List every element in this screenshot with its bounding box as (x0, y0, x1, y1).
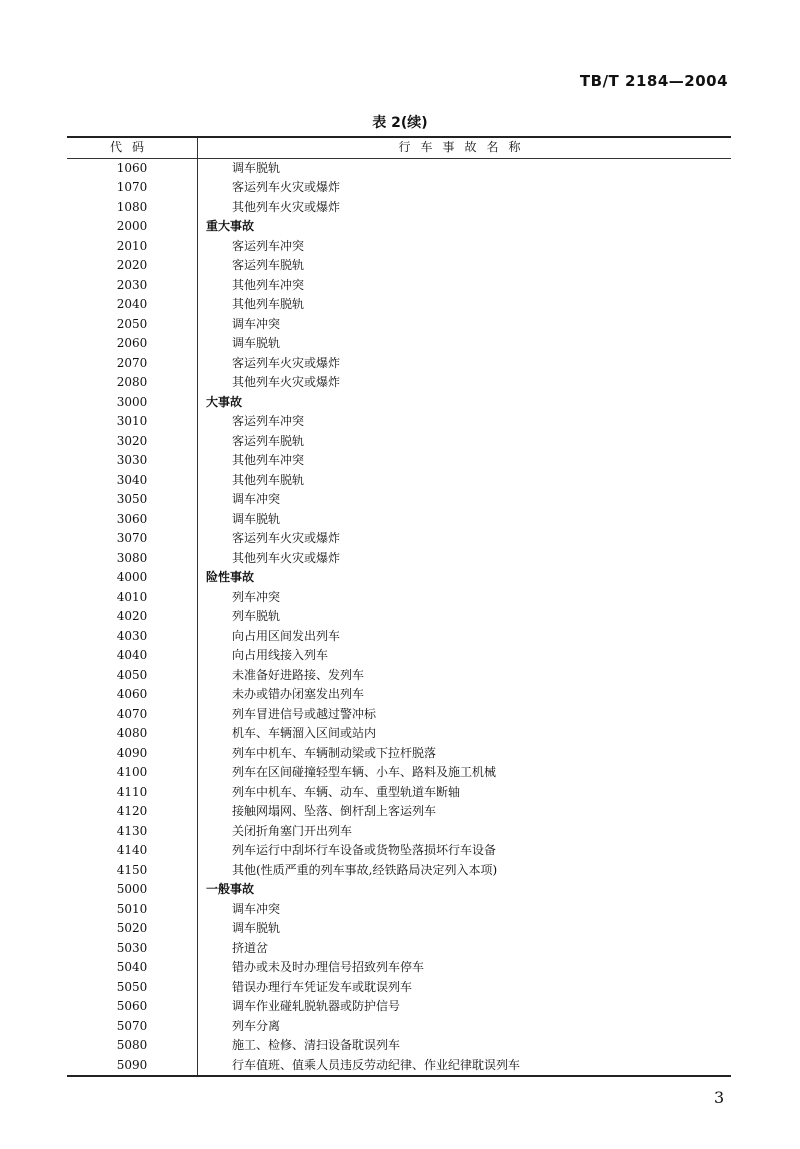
row-code: 4080 (67, 724, 198, 744)
row-name: 未办或错办闭塞发出列车 (232, 687, 365, 701)
row-name: 其他列车火灾或爆炸 (232, 550, 341, 565)
row-code: 5050 (67, 978, 198, 998)
row-code: 5040 (67, 958, 198, 978)
table-row (67, 198, 731, 218)
table-row (67, 666, 731, 686)
table-row (67, 315, 731, 335)
row-code: 4150 (67, 861, 198, 881)
row-code: 4110 (67, 783, 198, 803)
row-category-name: 重大事故 (206, 219, 255, 233)
table-row (67, 256, 731, 276)
table-caption: 表 2(续) (372, 115, 428, 131)
row-name: 客运列车冲突 (232, 414, 305, 428)
row-name: 其他列车火灾或爆炸 (232, 199, 341, 214)
row-code: 4130 (67, 822, 198, 842)
row-name: 客运列车脱轨 (232, 433, 305, 448)
row-name: 错办或未及时办理信号招致列车停车 (232, 960, 425, 974)
row-code: 5000 (67, 880, 198, 900)
row-code: 2060 (67, 334, 198, 354)
table-row (67, 1017, 731, 1037)
table-row (67, 783, 731, 803)
table-row (67, 334, 731, 354)
row-name: 列车冲突 (232, 589, 281, 604)
row-code: 2010 (67, 237, 198, 257)
table-row (67, 646, 731, 666)
row-code: 4030 (67, 627, 198, 647)
row-code: 5010 (67, 900, 198, 920)
row-code: 3030 (67, 451, 198, 471)
row-code: 5060 (67, 997, 198, 1017)
row-code: 2050 (67, 315, 198, 335)
row-code: 3010 (67, 412, 198, 432)
row-name: 挤道岔 (232, 940, 269, 955)
row-name: 机车、车辆溜入区间或站内 (232, 726, 377, 740)
row-name: 列车中机车、车辆、动车、重型轨道车断轴 (232, 784, 461, 799)
row-name: 其他(性质严重的列车事故,经铁路局决定列入本项) (232, 862, 498, 877)
row-code: 5020 (67, 919, 198, 939)
row-code: 4120 (67, 802, 198, 822)
table-row (67, 529, 731, 549)
table-row (67, 354, 731, 374)
row-category-name: 险性事故 (206, 570, 255, 584)
table-row (67, 276, 731, 296)
table-row (67, 900, 731, 920)
row-code: 2000 (67, 217, 198, 237)
table-row (67, 178, 731, 198)
table-row (67, 822, 731, 842)
row-code: 1060 (67, 158, 198, 178)
row-name: 未准备好进路接、发列车 (232, 667, 365, 682)
row-code: 3060 (67, 510, 198, 530)
row-name: 调车脱轨 (232, 921, 281, 935)
row-name: 向占用区间发出列车 (232, 628, 341, 643)
table-row (67, 919, 731, 939)
row-name: 向占用线接入列车 (232, 648, 329, 662)
table-row (67, 627, 731, 647)
row-name: 调车冲突 (232, 901, 281, 916)
table-row (67, 685, 731, 705)
row-name: 错误办理行车凭证发车或耽误列车 (232, 979, 413, 994)
row-code: 2020 (67, 256, 198, 276)
row-name: 调车冲突 (232, 316, 281, 331)
row-name: 客运列车冲突 (232, 238, 305, 253)
row-code: 5090 (67, 1056, 198, 1077)
table-row (67, 373, 731, 393)
row-code: 3050 (67, 490, 198, 510)
row-name: 调车脱轨 (232, 511, 281, 526)
row-name: 关闭折角塞门开出列车 (232, 823, 353, 838)
row-code: 4040 (67, 646, 198, 666)
row-code: 3070 (67, 529, 198, 549)
header-name: 行车事故名称 (198, 137, 732, 158)
row-name: 调车脱轨 (232, 336, 281, 350)
row-category-name: 一般事故 (206, 882, 255, 896)
table-row (67, 1036, 731, 1056)
accident-code-table (67, 136, 731, 1077)
row-name: 施工、检修、清扫设备耽误列车 (232, 1038, 401, 1052)
row-code: 4140 (67, 841, 198, 861)
row-code: 4050 (67, 666, 198, 686)
table-row (67, 217, 731, 237)
row-code: 5030 (67, 939, 198, 959)
table-row (67, 588, 731, 608)
row-name: 客运列车火灾或爆炸 (232, 531, 341, 545)
table-row (67, 724, 731, 744)
row-code: 4090 (67, 744, 198, 764)
table-row (67, 393, 731, 413)
row-name: 客运列车脱轨 (232, 258, 305, 272)
row-code: 4070 (67, 705, 198, 725)
row-name: 接触网塌网、坠落、倒杆刮上客运列车 (232, 804, 437, 818)
row-name: 客运列车火灾或爆炸 (232, 180, 341, 194)
row-code: 1080 (67, 198, 198, 218)
row-name: 列车分离 (232, 1018, 281, 1033)
row-name: 调车冲突 (232, 492, 281, 506)
row-code: 4100 (67, 763, 198, 783)
row-code: 2070 (67, 354, 198, 374)
row-name: 调车脱轨 (232, 160, 281, 175)
row-name: 行车值班、值乘人员违反劳动纪律、作业纪律耽误列车 (232, 1057, 521, 1072)
table-row (67, 997, 731, 1017)
row-code: 5080 (67, 1036, 198, 1056)
table-row (67, 158, 731, 178)
table-row (67, 412, 731, 432)
row-name: 客运列车火灾或爆炸 (232, 355, 341, 370)
table-row (67, 295, 731, 315)
row-name: 其他列车火灾或爆炸 (232, 375, 341, 389)
table-row (67, 549, 731, 569)
table-row (67, 568, 731, 588)
row-name: 列车在区间碰撞轻型车辆、小车、路料及施工机械 (232, 765, 497, 779)
row-name: 列车中机车、车辆制动梁或下拉杆脱落 (232, 745, 437, 760)
row-code: 4020 (67, 607, 198, 627)
row-category-name: 大事故 (206, 394, 243, 409)
row-name: 调车作业碰轧脱轨器或防护信号 (232, 999, 401, 1013)
row-code: 4000 (67, 568, 198, 588)
table-row (67, 802, 731, 822)
row-name: 列车冒进信号或越过警冲标 (232, 706, 377, 721)
standard-number: TB/T 2184—2004 (579, 72, 728, 90)
row-code: 3000 (67, 393, 198, 413)
table-row (67, 880, 731, 900)
table-row (67, 958, 731, 978)
table-row (67, 763, 731, 783)
table-row (67, 978, 731, 998)
row-name: 其他列车脱轨 (232, 472, 305, 487)
row-code: 4010 (67, 588, 198, 608)
row-code: 2040 (67, 295, 198, 315)
table-row (67, 451, 731, 471)
row-code: 2030 (67, 276, 198, 296)
row-code: 4060 (67, 685, 198, 705)
row-code: 2080 (67, 373, 198, 393)
row-code: 1070 (67, 178, 198, 198)
row-name: 列车运行中刮坏行车设备或货物坠落损坏行车设备 (232, 843, 497, 857)
row-name: 其他列车冲突 (232, 453, 305, 467)
table-row (67, 432, 731, 452)
table-row (67, 237, 731, 257)
table-row (67, 490, 731, 510)
row-code: 3040 (67, 471, 198, 491)
table-row (67, 705, 731, 725)
table-row (67, 841, 731, 861)
table-header-row (67, 137, 731, 158)
table-row (67, 510, 731, 530)
table-row (67, 607, 731, 627)
table-row (67, 939, 731, 959)
table-row (67, 744, 731, 764)
page-number: 3 (714, 1088, 725, 1107)
row-name: 其他列车脱轨 (232, 297, 305, 311)
row-code: 3020 (67, 432, 198, 452)
table-row (67, 861, 731, 881)
header-code: 代码 (67, 137, 198, 158)
table-row (67, 1056, 731, 1077)
row-name: 其他列车冲突 (232, 277, 305, 292)
row-code: 5070 (67, 1017, 198, 1037)
row-name: 列车脱轨 (232, 609, 281, 623)
table-row (67, 471, 731, 491)
row-code: 3080 (67, 549, 198, 569)
